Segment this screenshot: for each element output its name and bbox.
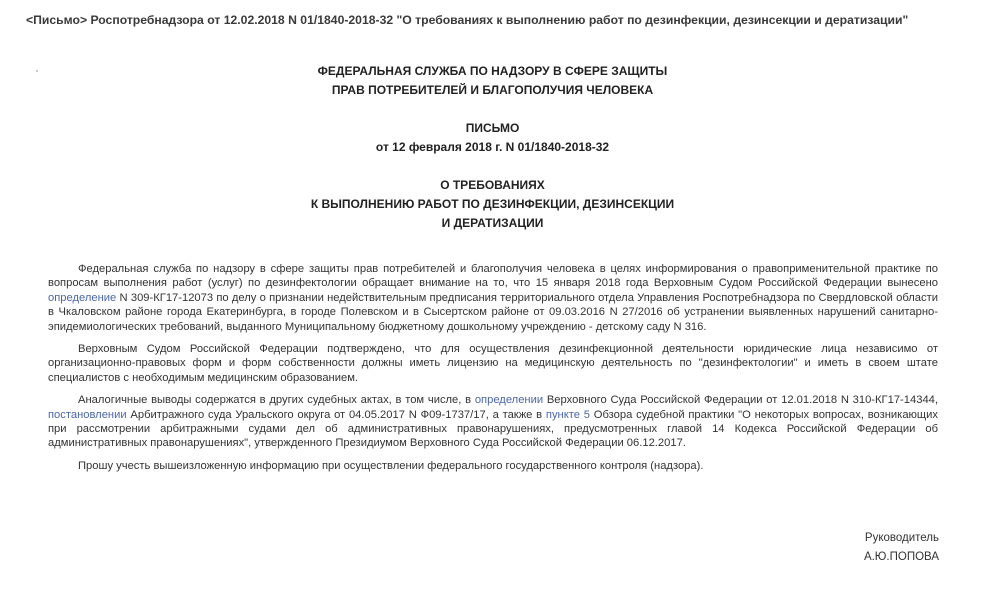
signature-name: А.Ю.ПОПОВА — [863, 551, 939, 563]
link-punkt-5[interactable]: пункте 5 — [545, 408, 590, 421]
subject-line-3: И ДЕРАТИЗАЦИИ — [441, 216, 544, 230]
letter-type: ПИСЬМО — [465, 121, 520, 135]
letter-subject — [0, 176, 985, 233]
agency-name — [0, 62, 985, 100]
paragraph-3-text-a: Аналогичные выводы содержатся в других судебных актах, в том числе, в — [78, 394, 475, 407]
agency-name-line-1: ФЕДЕРАЛЬНАЯ СЛУЖБА ПО НАДЗОРУ В СФЕРЕ ЗАЩИТЫ — [317, 64, 668, 78]
letter-date-number: от 12 февраля 2018 г. N 01/1840-2018-32 — [375, 140, 610, 154]
subject-line-2: К ВЫПОЛНЕНИЮ РАБОТ ПО ДЕЗИНФЕКЦИИ, ДЕЗИНСЕКЦИИ — [310, 197, 675, 211]
letter-heading — [0, 119, 985, 157]
link-opredelenii[interactable]: определении — [474, 394, 544, 407]
document-title: <Письмо> Роспотребнадзора от 12.02.2018 N 01/1840-2018-32 "О требованиях к выполнению работ по дезинфекции, дезинсекции и дератизации" — [26, 13, 909, 27]
paragraph-3-text-c: Арбитражного суда Уральского округа от 04.05.2017 N Ф09-1737/17, а также в — [126, 408, 546, 421]
paragraph-2: Верховным Судом Российской Федерации подтверждено, что для осуществления дезинфекционной деятельности юридические лица независимо от организационно-правовых форм и форм собственности должны иметь лицензию на медицинскую деятельность по "дезинфектологии" и иметь в своем штате специалистов с необходимым медицинским образованием. — [48, 343, 938, 384]
paragraph-3 — [48, 393, 938, 451]
paragraph-3-text-b: Верховного Суда Российской Федерации от 12.01.2018 N 310-КГ17-14344, — [543, 394, 938, 407]
signature-block — [864, 529, 939, 567]
signature-position: Руководитель — [864, 532, 939, 544]
paragraph-4: Прошу учесть вышеизложенную информацию при осуществлении федерального государственного контроля (надзора). — [78, 459, 704, 472]
paragraph-3-text-d: Обзора судебной практики "О некоторых вопросах, возникающих при рассмотрении арбитражными судами дел об административных правонарушениях, предусмотренных главой 14 Кодекса Российской Федерации об административных правонарушениях", утвержденного Президиумом Верховного Суда Российской Федерации 06.12.2017. — [48, 408, 938, 450]
letter-body — [48, 262, 938, 481]
agency-name-line-2: ПРАВ ПОТРЕБИТЕЛЕЙ И БЛАГОПОЛУЧИЯ ЧЕЛОВЕКА — [331, 83, 654, 97]
paragraph-1-text-b: N 309-КГ17-12073 по делу о признании недействительным предписания территориального отдела Управления Роспотребнадзора по Свердловской области в Чкаловском районе города Екатеринбурга, в городе Полевском и в Сысертском районе от 09.03.2016 N 27/2016 об устранении выявленных нарушений санитарно-эпидемиологических требований, выданного Муниципальному бюджетному дошкольному учреждению - детскому саду N 316. — [48, 291, 938, 333]
subject-line-1: О ТРЕБОВАНИЯХ — [440, 178, 545, 192]
paragraph-1-text-a: Федеральная служба по надзору в сфере защиты прав потребителей и благополучия человека в целях информирования о правоприменительной практике по вопросам выполнения работ (услуг) по дезинфектологии обращает внимание на то, что 15 января 2018 года Верховным Судом Российской Федерации вынесено — [48, 263, 938, 290]
paragraph-1 — [48, 262, 938, 334]
link-opredelenie[interactable]: определение — [48, 291, 117, 304]
link-postanovlenii[interactable]: постановлении — [48, 408, 127, 421]
